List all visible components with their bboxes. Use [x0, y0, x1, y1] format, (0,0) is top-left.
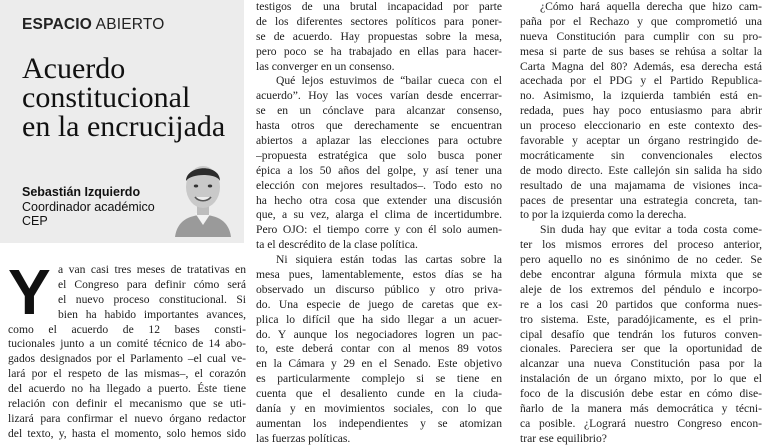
text-line: de los diferentes sectores políticos para poner- — [256, 14, 502, 28]
headline — [22, 54, 237, 141]
text-line: elección con mejores resultados–. Todo esto no — [256, 178, 502, 192]
text-line: mesa si parte de sus bases se rehúsa a soltar la — [520, 44, 762, 58]
text-line: el nuevo proceso constitucional. Si — [58, 292, 246, 306]
text-line: cipal desafío que tendrán los futuros conven- — [520, 327, 762, 341]
section-label-rest: ABIERTO — [92, 16, 165, 33]
section-label — [22, 16, 165, 34]
text-line: –propuesta estratégica que solo busca poner — [256, 148, 502, 162]
text-line: aumentan los independientes y se atomizan — [256, 416, 502, 430]
text-line: danía y en movimientos sociales, con lo que — [256, 402, 502, 416]
text-line: lará por el respeto de las mismas–, el corazón — [8, 367, 246, 381]
text-line: acuerdo”. Hoy las voces varían desde encerrar- — [256, 89, 502, 103]
article-column-3 — [520, 0, 762, 447]
text-line: bien ha habido importantes avances, — [58, 307, 246, 321]
header-panel — [0, 0, 244, 243]
text-line: observado un discurso público y otro priva- — [256, 282, 502, 296]
text-line: to, este deberá contar con al menos 89 votos — [256, 342, 502, 356]
text-line: Qué lejos estuvimos de “bailar cueca con el — [276, 74, 502, 88]
text-line: es particularmente complejo si se tiene en — [256, 372, 502, 386]
headline-line: Acuerdo — [22, 52, 126, 85]
text-line: paces de presentar una estrategia concreta, tan- — [520, 193, 762, 207]
text-line: acechada por el PDG y el Partido Republica- — [520, 74, 762, 88]
text-line: se de acuerdo. Hay propuestas sobre la mesa, — [256, 29, 502, 43]
text-line: hasta otros que derechamente se encuentran — [256, 119, 502, 133]
text-line: ñarlo de la manera más democrática y técni- — [520, 402, 762, 416]
text-line: testigos de una brutal incapacidad por parte — [256, 0, 502, 13]
headline-line: constitucional — [22, 81, 191, 114]
text-line: a van casi tres meses de tratativas en — [58, 263, 246, 276]
text-line: ter los mismos errores del proceso anterior, — [520, 238, 762, 252]
text-line: del acuerdo no ha llegado a puerto. Éste tiene — [8, 382, 246, 396]
text-line: foco de la discusión debe estar en cómo dise- — [520, 387, 762, 401]
text-line: do. Y aunque los negociadores logren un pac- — [256, 327, 502, 341]
text-line: tro sistema. Este, paradójicamente, es el prin- — [520, 312, 762, 326]
author-org: CEP — [22, 214, 48, 228]
text-line: plica lo difícil que ha sido llegar a un acuer- — [256, 312, 502, 326]
text-line: épica a los 50 años del golpe, y así tener una — [256, 163, 502, 177]
text-line: ca posible. ¿Logrará nuestro Congreso encon- — [520, 416, 762, 430]
byline — [22, 185, 155, 229]
text-line: no. Asimismo, la izquierda también está en- — [520, 89, 762, 103]
text-line: aleje de los extremos del péndulo e incorpo- — [520, 282, 762, 296]
text-line: un proceso eleccionario en este contexto des- — [520, 119, 762, 133]
text-line: como el acuerdo de 12 bases consti- — [8, 322, 246, 336]
text-line: relación con definir el mecanismo que se uti- — [8, 397, 246, 411]
article-column-1 — [8, 256, 246, 442]
drop-cap: Y — [8, 256, 51, 328]
text-line: pero poco se ha trabajado en ellas para hacer- — [256, 44, 502, 58]
text-line: abiertos a aplazar las elecciones para octubre — [256, 134, 502, 148]
text-line: mesa pues, lamentablemente, estos días se ha — [256, 268, 502, 282]
text-line: debe encontrar alguna fórmula mixta que se — [520, 268, 762, 282]
text-line: cionales. Pareciera ser que la oportunidad de — [520, 342, 762, 356]
text-line: lizará para confirmar el nuevo órgano redactor — [8, 411, 246, 425]
text-line: re a los casi 20 partidos que conforma nues- — [520, 297, 762, 311]
text-line: favorable y aceptar un órgano restringido de- — [520, 134, 762, 148]
text-line: Sin duda hay que evitar a toda costa come- — [540, 223, 762, 237]
text-line: mocráticamente sin convencionales electos — [520, 148, 762, 162]
text-line: alcanzar una nueva Constitución pasa por la — [520, 357, 762, 371]
section-label-bold: ESPACIO — [22, 16, 93, 33]
text-line: to por la izquierda como la derecha. — [520, 208, 687, 222]
text-line: las fuerzas políticas. — [256, 431, 351, 445]
text-line: del texto, y, hasta el momento, solo hemos sido — [8, 426, 246, 440]
text-line: redada, pues hay poco entusiasmo para abrir — [520, 104, 762, 118]
text-line: instalación de un órgano mixto, por lo que el — [520, 372, 762, 386]
text-line: trar ese equilibrio? — [520, 431, 607, 445]
text-line: el Congreso para definir cómo será — [58, 277, 246, 291]
text-line: resultado de una majamama de visiones inca- — [520, 178, 762, 192]
text-line: de modo directo. Este callejón sin salida ha sido — [520, 163, 762, 177]
text-line: Carta Magna del 80? Además, esa derecha está — [520, 59, 762, 73]
text-line: tucionales junto a un comité técnico de 14 abo- — [8, 337, 246, 351]
text-line: las converger en un consenso. — [256, 59, 395, 73]
text-line: pero aquello no es sinónimo de no ceder. Se — [520, 253, 762, 267]
author-role: Coordinador académico — [22, 199, 155, 214]
text-line: se en un cónclave para alcanzar consenso, — [256, 104, 502, 118]
text-line: gados designados por el Parlamento –el cual ve- — [8, 352, 246, 366]
text-line: que, a su vez, alarga el clima de incertidumbre. — [256, 208, 502, 222]
text-line: cuenta que el desaliento cunde en la ciuda- — [256, 387, 502, 401]
text-line: ¿Cómo hará aquella derecha que hizo cam- — [540, 0, 762, 13]
text-line: ta el descrédito de la clase política. — [256, 238, 418, 252]
text-line: do. Una especie de juego de caretas que ex- — [256, 297, 502, 311]
text-line: Pero OJO: el tiempo corre y con él solo aumen- — [256, 223, 502, 237]
text-line: ha hecho otra cosa que extender una discusión — [256, 193, 502, 207]
author-name: Sebastián Izquierdo — [22, 185, 141, 199]
text-line: Ni siquiera están todas las cartas sobre la — [276, 253, 502, 267]
text-line: nueva Constitución para cumplir con su pro- — [520, 29, 762, 43]
text-line: en la Cámara y 29 en el Senado. Este objetivo — [256, 357, 502, 371]
article-column-2 — [256, 0, 502, 447]
author-photo — [171, 155, 235, 237]
headline-line: en la encrucijada — [22, 110, 226, 143]
text-line: paña por el Rechazo y que comprometió una — [520, 14, 762, 28]
